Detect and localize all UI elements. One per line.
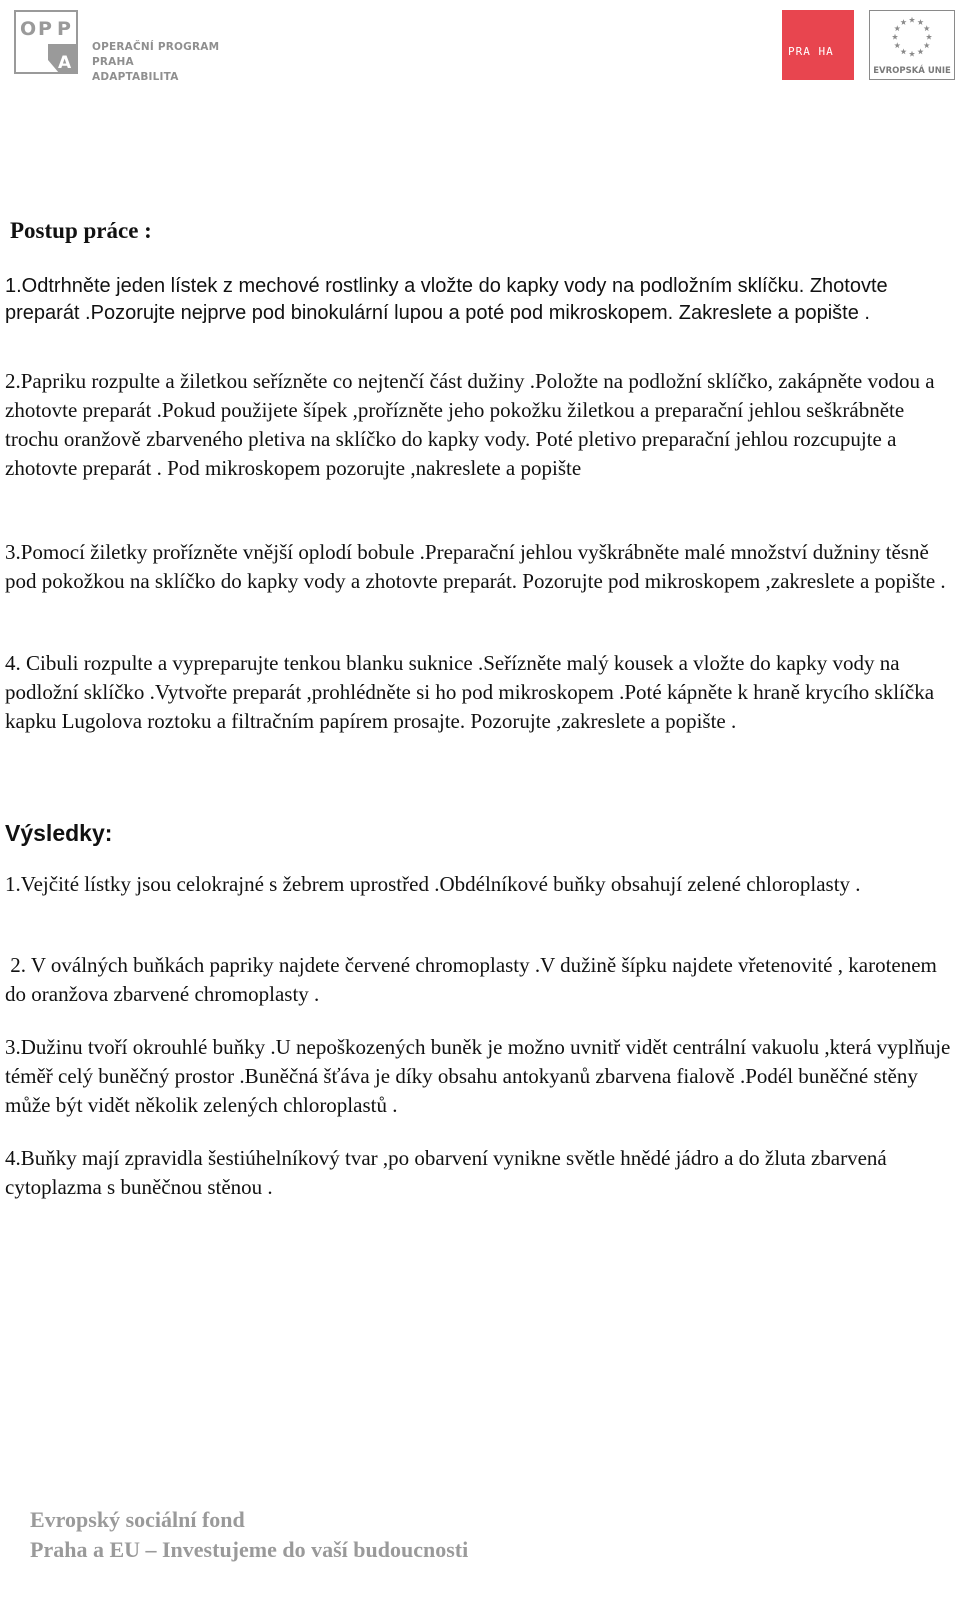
- eu-star-icon: [924, 42, 930, 48]
- procedure-heading: Postup práce :: [10, 218, 152, 243]
- praha-line-1: PRA HA: [788, 45, 834, 58]
- oppa-program-name: [92, 40, 264, 85]
- praha-line-2: PRA GUE: [788, 91, 842, 105]
- eu-star-icon: [909, 51, 915, 57]
- eu-star-icon: [917, 49, 923, 55]
- eu-star-icon: [900, 49, 906, 55]
- result-item-2: 2. V oválných buňkách papriky najdete červené chromoplasty .V dužině šípku najdete vřetenovité , karotenem do oranžova zbarvené chromoplasty .: [5, 953, 943, 1006]
- oppa-letter-p2: P: [57, 18, 71, 40]
- footer-line-1: Evropský sociální fond: [30, 1507, 245, 1532]
- footer-line-2: Praha a EU – Investujeme do vaší budoucnosti: [30, 1537, 469, 1562]
- oppa-letter-o: O: [20, 18, 37, 40]
- eu-star-icon: [926, 34, 932, 40]
- procedure-step-2: 2.Papriku rozpulte a žiletkou seřízněte co nejtenčí část dužiny .Položte na podložní sklíčko, zakápněte vodou a zhotovte preparát .Pokud použijete šípek ,prořízněte jeho pokožku žiletkou a preparační jehlou seškrábněte trochu oranžově zbarveného pletiva na sklíčko do kapky vody. Poté pletivo preparační jehlou rozcupujte a zhotovte preparát . Pod mikroskopem pozorujte ,nakreslete a popište: [5, 369, 935, 480]
- praha-line-4: PRA G: [788, 184, 827, 198]
- oppa-logo: [14, 10, 264, 83]
- eu-star-icon: [909, 17, 915, 23]
- oppa-letter-p1: P: [38, 18, 52, 40]
- eu-label: EVROPSKÁ UNIE: [873, 66, 951, 76]
- eu-star-icon: [900, 19, 906, 25]
- eu-logo: [869, 10, 955, 80]
- result-item-1: 1.Vejčité lístky jsou celokrajné s žebrem uprostřed .Obdélníkové buňky obsahují zelené chloroplasty .: [5, 872, 861, 896]
- oppa-line-1: OPERAČNÍ PROGRAM PRAHA: [92, 41, 220, 68]
- result-item-3: 3.Dužinu tvoří okrouhlé buňky .U nepoškozených buněk je možno uvnitř vidět centrální vakuolu ,která vyplňuje téměř celý buněčný prostor .Buněčná šťáva je díky obsahu antokyanů zbarvena fialově .Podél buněčné stěny může být vidět několik zelených chloroplastů .: [5, 1035, 951, 1117]
- oppa-letter-a: A: [58, 53, 72, 73]
- results-heading: Výsledky:: [5, 820, 113, 846]
- oppa-line-2: ADAPTABILITA: [92, 71, 179, 83]
- eu-stars-icon: [870, 11, 954, 63]
- procedure-step-1: 1.Odtrhněte jeden lístek z mechové rostlinky a vložte do kapky vody na podložním sklíčku. Zhotovte preparát .Pozorujte nejprve pod binokulární lupou a poté pod mikroskopem. Zakreslete a popište .: [5, 275, 888, 324]
- praha-logo: [782, 10, 854, 198]
- eu-star-icon: [917, 19, 923, 25]
- footer: [30, 1505, 468, 1565]
- eu-star-icon: [892, 34, 898, 40]
- eu-star-icon: [924, 25, 930, 31]
- oppa-logo-mark: [14, 10, 90, 76]
- result-item-4: 4.Buňky mají zpravidla šestiúhelníkový tvar ,po obarvení vynikne světle hnědé jádro a do žluta zbarvená cytoplazma s buněčnou stěnou .: [5, 1146, 887, 1199]
- eu-star-icon: [894, 25, 900, 31]
- procedure-step-4: 4. Cibuli rozpulte a vypreparujte tenkou blanku suknice .Seřízněte malý kousek a vložte do kapky vody na podložní sklíčko .Vytvořte preparát ,prohlédněte si ho pod mikroskopem .Poté kápněte k hraně krycího sklíčka kapku Lugolova roztoku a filtračním papírem prosajte. Pozorujte ,zakreslete a popište .: [5, 651, 935, 733]
- procedure-step-3: 3.Pomocí žiletky prořízněte vnější oplodí bobule .Preparační jehlou vyškrábněte malé množství dužniny těsně pod pokožkou na sklíčko do kapky vody a zhotovte preparát. Pozorujte pod mikroskopem ,zakreslete a popište .: [5, 540, 946, 593]
- eu-star-icon: [894, 42, 900, 48]
- praha-line-3: PRA GA: [788, 138, 834, 151]
